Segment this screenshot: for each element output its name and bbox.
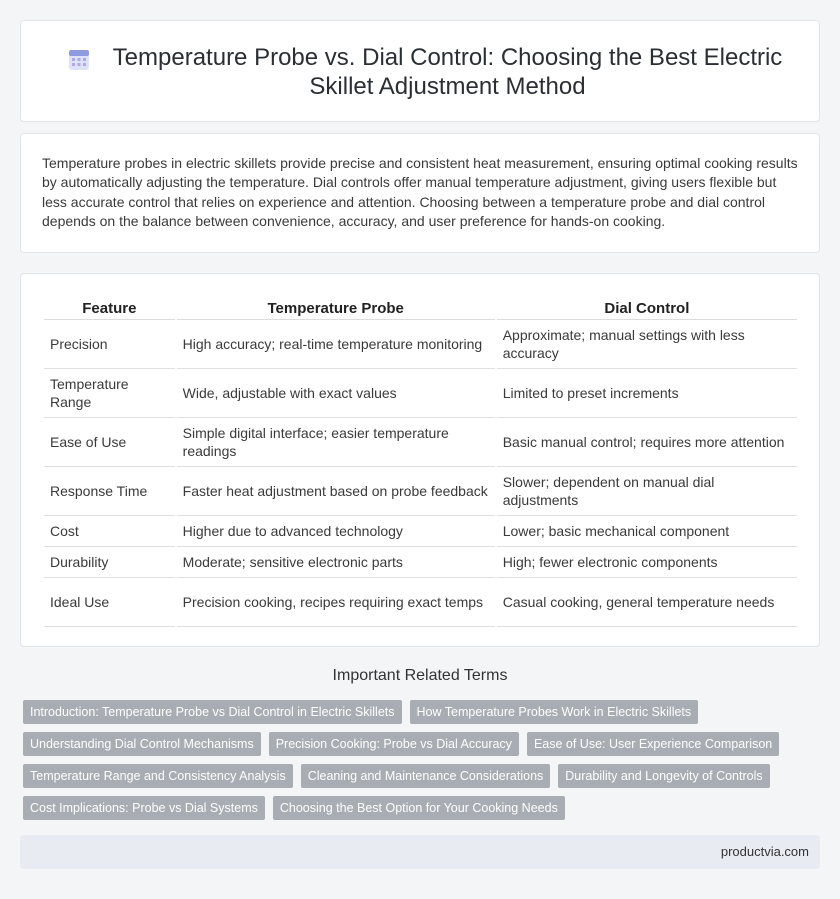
related-term-tag[interactable]: Precision Cooking: Probe vs Dial Accuracy [269, 732, 519, 756]
related-terms-tags [23, 700, 813, 820]
table-cell-probe: Precision cooking, recipes requiring exact temps [177, 578, 495, 627]
table-cell-feature: Response Time [44, 467, 175, 516]
table-cell-dial: Approximate; manual settings with less accuracy [497, 320, 797, 369]
header-card [20, 20, 820, 122]
table-cell-probe: Wide, adjustable with exact values [177, 369, 495, 418]
page-title: Temperature Probe vs. Dial Control: Choosing the Best Electric Skillet Adjustment Method [112, 44, 783, 100]
intro-paragraph: Temperature probes in electric skillets provide precise and consistent heat measurement, ensuring optimal cooking results by automatically adjusting the temperature. Dial controls offer manual temperature adjustment, giving users flexible but less accurate control that relies on experience and attention. Choosing between a temperature probe and dial control depends on the balance between convenience, accuracy, and user preference for hands-on cooking. [42, 155, 798, 229]
related-term-tag[interactable]: Cleaning and Maintenance Considerations [301, 764, 551, 788]
footer [20, 835, 820, 869]
table-cell-probe: Moderate; sensitive electronic parts [177, 547, 495, 578]
header-feature: Feature [44, 296, 175, 320]
related-term-tag[interactable]: Temperature Range and Consistency Analysis [23, 764, 293, 788]
related-term-tag[interactable]: Durability and Longevity of Controls [558, 764, 769, 788]
table-header-row [44, 296, 797, 320]
header-dial-control: Dial Control [497, 296, 797, 320]
table-cell-feature: Temperature Range [44, 369, 175, 418]
footer-site-link[interactable]: productvia.com [720, 844, 809, 859]
table-cell-dial: Casual cooking, general temperature needs [497, 578, 797, 627]
table-cell-dial: Limited to preset increments [497, 369, 797, 418]
related-term-tag[interactable]: Choosing the Best Option for Your Cooking Needs [273, 796, 565, 820]
related-term-tag[interactable]: Introduction: Temperature Probe vs Dial Control in Electric Skillets [23, 700, 402, 724]
table-row [44, 516, 797, 547]
table-cell-feature: Durability [44, 547, 175, 578]
table-row [44, 320, 797, 369]
related-terms-heading: Important Related Terms [332, 667, 508, 684]
table-cell-probe: High accuracy; real-time temperature monitoring [177, 320, 495, 369]
table-row [44, 369, 797, 418]
comparison-table-card [20, 273, 820, 647]
table-row [44, 467, 797, 516]
table-cell-dial: Lower; basic mechanical component [497, 516, 797, 547]
table-row [44, 547, 797, 578]
table-cell-feature: Ideal Use [44, 578, 175, 627]
table-cell-probe: Faster heat adjustment based on probe feedback [177, 467, 495, 516]
table-row [44, 578, 797, 627]
table-row [44, 418, 797, 467]
table-cell-dial: Slower; dependent on manual dial adjustments [497, 467, 797, 516]
header-temperature-probe: Temperature Probe [177, 296, 495, 320]
related-term-tag[interactable]: Cost Implications: Probe vs Dial Systems [23, 796, 265, 820]
table-cell-probe: Higher due to advanced technology [177, 516, 495, 547]
related-term-tag[interactable]: How Temperature Probes Work in Electric Skillets [410, 700, 699, 724]
title-wrap [106, 43, 789, 101]
related-term-tag[interactable]: Understanding Dial Control Mechanisms [23, 732, 261, 756]
table-cell-feature: Cost [44, 516, 175, 547]
intro-card [20, 133, 820, 253]
table-cell-probe: Simple digital interface; easier temperature readings [177, 418, 495, 467]
table-cell-dial: High; fewer electronic components [497, 547, 797, 578]
table-cell-feature: Precision [44, 320, 175, 369]
table-cell-feature: Ease of Use [44, 418, 175, 467]
comparison-table [42, 296, 799, 627]
document-calendar-icon [66, 46, 92, 72]
table-cell-dial: Basic manual control; requires more attention [497, 418, 797, 467]
related-term-tag[interactable]: Ease of Use: User Experience Comparison [527, 732, 779, 756]
